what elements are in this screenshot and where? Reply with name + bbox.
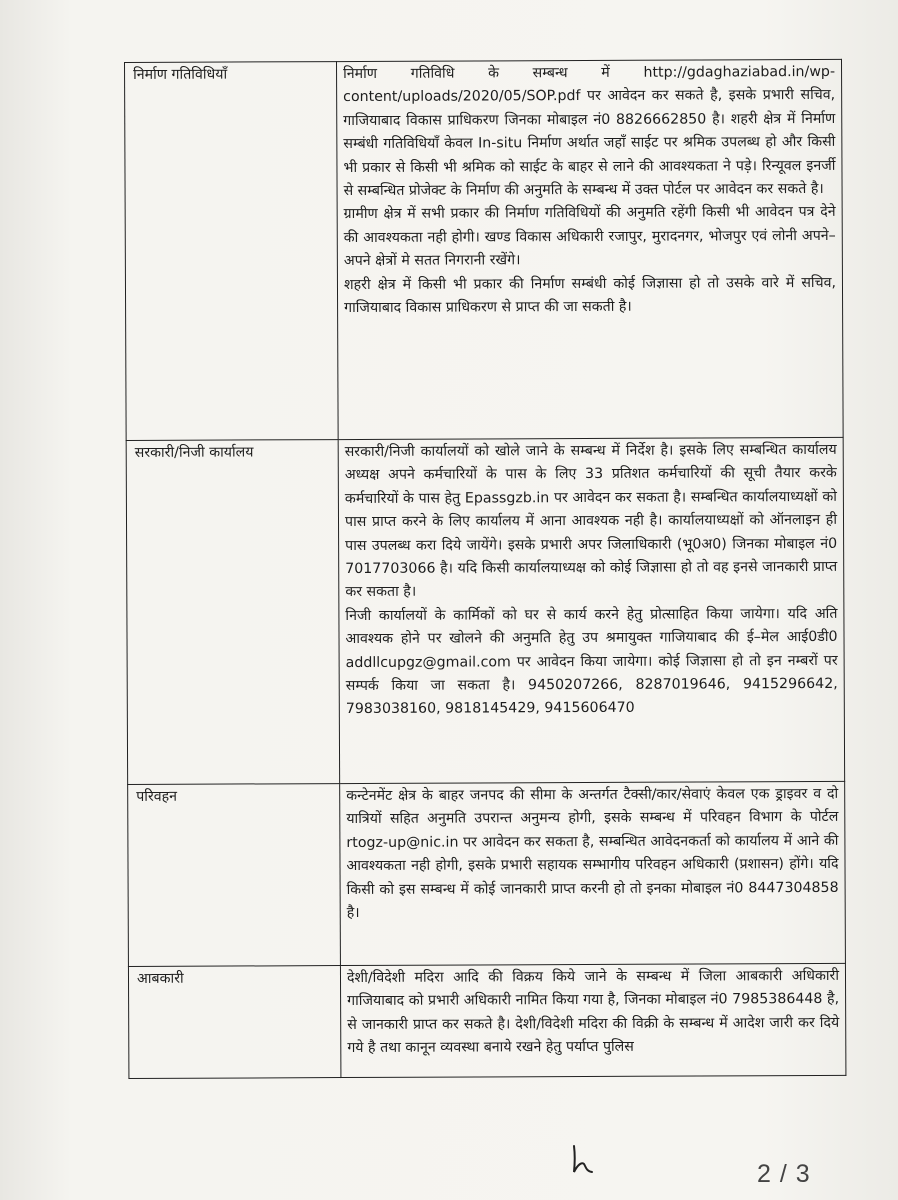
guidelines-table [124,59,846,1079]
page-number: 2 / 3 [757,1160,811,1188]
content-paragraph: शहरी क्षेत्र में किसी भी प्रकार की निर्माण सम्बंधी कोई जिज्ञासा हो तो उसके वारे में सचिव, गाजियाबाद विकास प्राधिकरण से प्राप्त की जा सकती है। [343,274,837,317]
table-row [128,963,845,1078]
row-content [340,963,845,1077]
row-content [340,781,846,965]
content-paragraph: ग्रामीण क्षेत्र में सभी प्रकार की निर्माण गतिविधियों की अनुमति रहेंगी किसी भी आवेदन पत्र देने की आवश्यकता नही होगी। खण्ड विकास अधिकारी रजापुर, मुरादनगर, भोजपुर एवं लोनी अपने–अपने क्षेत्रों मे सतत निगरानी रखेंगे। [343,204,836,270]
row-label: निर्माण गतिविधियाँ [125,62,339,441]
row-label: परिवहन [128,784,341,967]
table-row [126,437,844,784]
row-label: आबकारी [128,966,340,1079]
content-paragraph: कन्टेनमेंट क्षेत्र के बाहर जनपद की सीमा के अन्तर्गत टैक्सी/कार/सेवाएं केवल एक ड्राइवर व दो यात्रियों सहित अनुमति उपरान्त अनुमन्य होगी, इसके सम्बन्ध में परिवहन विभाग के पोर्टल rtogz-up@nic.in पर आवेदन कर सकता है, सम्बन्धित आवेदनकर्ता को कार्यालय में आने की आवश्यकता नही होगी, इसके प्रभारी सहायक सम्भागीय परिवहन अधिकारी (प्रशासन) होंगे। यदि किसी को इस सम्बन्ध में कोई जानकारी प्राप्त करनी हो तो इनका मोबाइल नं0 8447304858 है। [346,785,839,922]
content-paragraph: निर्माण गतिविधि के सम्बन्ध में http://gdaghaziabad.in/wp-content/uploads/2020/05/SOP.pdf पर आवेदन कर सकते है, इसके प्रभारी सचिव, गाजियाबाद विकास प्राधिकरण जिनका मोबाइल नं0 8826662850 है। शहरी क्षेत्र में निर्माण सम्बंधी गतिविधियाँ केवल In-situ निर्माण अर्थात जहाँ साईट पर श्रमिक उपलब्ध हो और किसी भी प्रकार से किसी भी श्रमिक को साईट के बाहर से लाने की आवश्यकता ने पड़े। रिन्यूवल इनर्जी से सम्बन्धित प्रोजेक्ट के निर्माण की अनुमति के सम्बन्ध में उक्त पोर्टल पर आवेदन कर सकते है। [343,63,836,200]
signature-mark [568,1142,602,1176]
row-content [338,437,844,783]
content-paragraph: निजी कार्यालयों के कार्मिकों को घर से कार्य करने हेतु प्रोत्साहित किया जायेगा। यदि अति आवश्यक होने पर खोलने की अनुमति हेतु उप श्रमायुक्त गाजियाबाद की ई–मेल आई0डी0 addllcupgz@gmail.com पर आवेदन किया जायेगा। कोई जिज्ञासा हो तो इन नम्बरों पर सम्पर्क किया जा सकता है। 9450207266, 8287019646, 9415296642, 7983038160, 9818145429, 9415606470 [345,605,838,718]
content-paragraph: सरकारी/निजी कार्यालयों को खोले जाने के सम्बन्ध में निर्देश है। इसके लिए सम्बन्धित कार्यालय अध्यक्ष अपने कर्मचारियों के पास के लिए 33 प्रतिशत कर्मचारियों की सूची तैयार करके कर्मचारियों के पास हेतु Epassgzb.in पर आवेदन कर सकता है। सम्बन्धित कार्यालयाध्यक्षों को पास प्राप्त करने के लिए कार्यालय में आना आवश्यक नही है। कार्यालयाध्यक्षों को ऑनलाइन ही पास उपलब्ध करा दिये जायेंगे। इसके प्रभारी अपर जिलाधिकारी (भू0अ0) जिनका मोबाइल नं0 7017703066 है। यदि किसी कार्यालयाध्यक्ष को कोई जिज्ञासा हो तो वह इनसे जानकारी प्राप्त कर सकता है। [344,441,838,601]
table-row [125,59,844,440]
row-label: सरकारी/निजी कार्यालय [126,440,339,785]
table-row [128,781,846,966]
content-paragraph: देशी/विदेशी मदिरा आदि की विक्रय किये जाने के सम्बन्ध में जिला आबकारी अधिकारी गाजियाबाद को प्रभारी अधिकारी नामित किया गया है, जिनका मोबाइल नं0 7985386448 है, से जानकारी प्राप्त कर सकते है। देशी/विदेशी मदिरा की विक्री के सम्बन्ध में आदेश जारी कर दिये गये है तथा कानून व्यवस्था बनाये रखने हेतु पर्याप्त पुलिस [346,967,840,1057]
row-content [337,59,844,439]
